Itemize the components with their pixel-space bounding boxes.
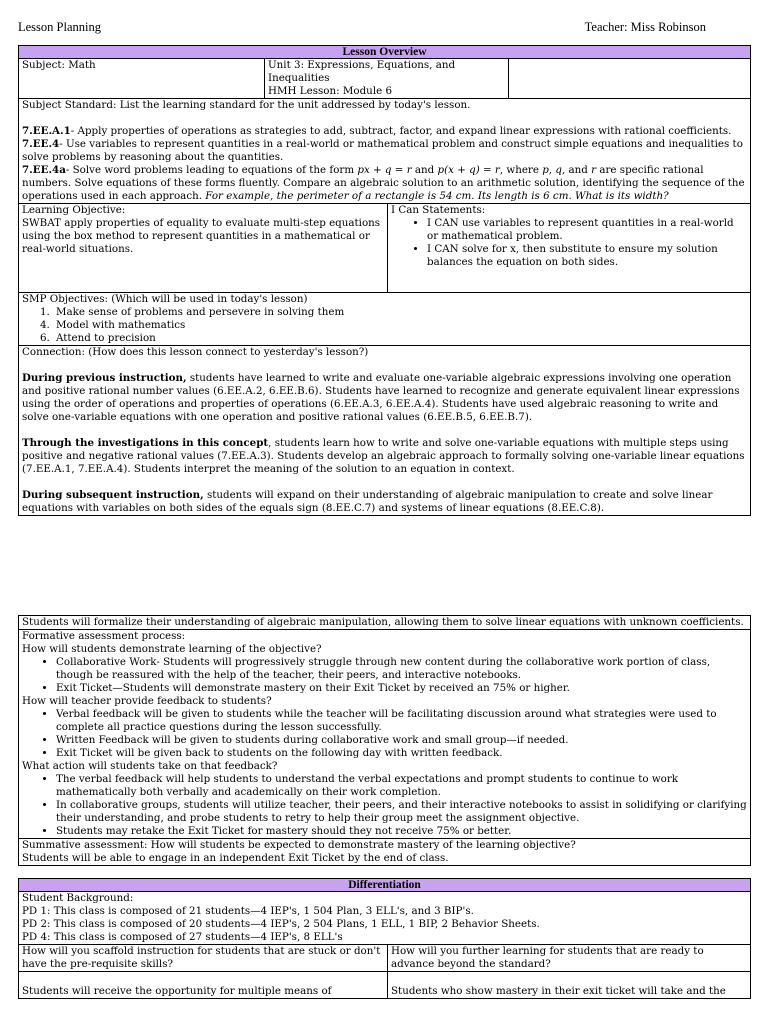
formative-item: • Verbal feedback will be given to students while the teacher will be facilitating discussion around what strategies were used to complete all practice questions during the lesson successfully. — [56, 708, 747, 734]
smp-text: Make sense of problems and persevere in solving them — [56, 306, 345, 318]
smp-text: Model with mathematics — [56, 319, 186, 331]
formalize-text: Students will formalize their understanding of algebraic manipulation, allowing them to solve linear equations with unknown coefficients. — [22, 616, 744, 628]
formalize-cell — [19, 616, 751, 630]
scaffold-question: How will you scaffold instruction for students that are stuck or don't have the pre-requisite skills? — [22, 945, 381, 970]
further-answer: Students who show mastery in their exit ticket will take and the — [391, 985, 726, 997]
equation-text: px + q = r — [357, 164, 412, 176]
standard-text: and — [411, 164, 438, 176]
connection-lead: During subsequent instruction, — [22, 489, 204, 501]
connection-text: students have learned to write and evaluate one-variable algebraic expressions involving one operation and positive rational number values (6.EE.A.2, 6.EE.B.6). Students have learned to recognize and generate equivalent linear expressions using the order of operations and properties of operations (6.EE.A.3, 6.EE.A.4). Students have used algebraic reasoning to write and solve one-variable equations with one operation and positive rational values (6.EE.B.5, 6.EE.B.7). — [22, 372, 740, 423]
standard-text: - Use variables to represent quantities in a real-world or mathematical problem and construct simple equations and inequalities to solve problems by reasoning about the quantities. — [22, 138, 743, 163]
period-info: PD 2: This class is composed of 20 students—4 IEP's, 2 504 Plans, 1 ELL, 1 BIP, 2 Behavior Sheets. — [22, 918, 540, 930]
standard-text: and — [565, 164, 592, 176]
standards-cell — [19, 99, 751, 204]
standard-text: , where — [499, 164, 543, 176]
i-can-item: • I CAN use variables to represent quantities in a real-world or mathematical problem. — [427, 217, 747, 243]
lesson-overview-header: Lesson Overview — [19, 46, 751, 59]
scaffold-answer-cell — [19, 972, 388, 999]
unit-text: Unit 3: Expressions, Equations, and Inequalities — [268, 59, 456, 84]
summative-label: Summative assessment: How will students be expected to demonstrate mastery of the learning objective? — [22, 839, 576, 851]
formative-question: How will teacher provide feedback to students? — [22, 695, 272, 707]
standard-item — [22, 164, 747, 203]
standard-text: - Solve word problems leading to equations of the form — [65, 164, 358, 176]
learning-objective-text: SWBAT apply properties of equality to evaluate multi-step equations using the box method to represent quantities in a mathematical or real-world situations. — [22, 217, 381, 255]
formative-label: Formative assessment process: — [22, 630, 186, 642]
period-info: PD 4: This class is composed of 27 students—4 IEP's, 8 ELL's — [22, 931, 343, 943]
connection-label: Connection: (How does this lesson connect to yesterday's lesson?) — [22, 346, 369, 358]
standard-code: 7.EE.4 — [22, 138, 60, 150]
hmh-lesson-text: HMH Lesson: Module 6 — [268, 85, 393, 97]
formative-question: How will students demonstrate learning of the objective? — [22, 643, 322, 655]
standard-code: 7.EE.A.1 — [22, 125, 71, 137]
formative-cell — [19, 630, 751, 839]
formative-list — [22, 708, 747, 760]
formative-item: • The verbal feedback will help students to understand the verbal expectations and prompt students to continue to work mathematically both verbally and academically on their work completion. — [56, 773, 747, 799]
formative-list — [22, 656, 747, 695]
teacher-name: Teacher: Miss Robinson — [584, 20, 706, 34]
formative-item: • Exit Ticket—Students will demonstrate mastery on their Exit Ticket by received an 75% or higher. — [56, 682, 747, 695]
smp-label: SMP Objectives: (Which will be used in today's lesson) — [22, 293, 308, 305]
smp-number: 6. — [40, 332, 50, 344]
learning-objective-label: Learning Objective: — [22, 204, 126, 216]
connection-paragraph — [22, 372, 747, 424]
formative-item: • In collaborative groups, students will utilize teacher, their peers, and their interactive notebooks to assist in solidifying or clarifying their understanding, and probe students to retry to help their group meet the assignment objective. — [56, 799, 747, 825]
student-background-cell — [19, 892, 751, 945]
document-title: Lesson Planning — [18, 20, 101, 34]
formative-question: What action will students take on that feedback? — [22, 760, 278, 772]
connection-paragraph — [22, 489, 747, 515]
connection-cell — [19, 346, 751, 516]
smp-number: 4. — [40, 319, 50, 331]
i-can-label: I Can Statements: — [391, 204, 486, 216]
i-can-item: • I CAN solve for x, then substitute to ensure my solution balances the equation on both sides. — [427, 243, 747, 269]
student-background-label: Student Background: — [22, 892, 134, 904]
scaffold-answer: Students will receive the opportunity for multiple means of — [22, 985, 332, 997]
summative-cell — [19, 839, 751, 866]
smp-item — [40, 332, 747, 345]
lesson-overview-table — [18, 45, 751, 516]
formative-list — [22, 773, 747, 838]
example-text: For example, the perimeter of a rectangle is 54 cm. Its length is 6 cm. What is its width? — [205, 190, 669, 202]
equation-text: p(x + q) = r — [437, 164, 500, 176]
variable-text: r — [591, 164, 597, 176]
standard-text: - Apply properties of operations as strategies to add, subtract, factor, and expand linear expressions with rational coefficients. — [70, 125, 732, 137]
formative-item: • Exit Ticket will be given back to students on the following day with written feedback. — [56, 747, 747, 760]
unit-cell — [265, 59, 509, 99]
variable-text: p, q, — [542, 164, 566, 176]
connection-lead: During previous instruction, — [22, 372, 187, 384]
further-answer-cell — [388, 972, 751, 999]
summative-text: Students will be able to engage in an independent Exit Ticket by the end of class. — [22, 852, 449, 864]
standard-text: are specific rational numbers. Solve equations of these forms fluently. Compare an algebraic solution to an arithmetic solution, identifying the sequence of the operations used in each approach. — [22, 164, 745, 202]
standard-item — [22, 125, 747, 138]
subject-cell — [19, 59, 265, 99]
smp-list — [22, 306, 747, 345]
smp-cell — [19, 293, 751, 346]
smp-number: 1. — [40, 306, 50, 318]
smp-item — [40, 319, 747, 332]
standard-code: 7.EE.4a — [22, 164, 66, 176]
smp-item — [40, 306, 747, 319]
connection-paragraph — [22, 437, 747, 476]
formative-item: • Collaborative Work- Students will progressively struggle through new content during the collaborative work portion of class, though be reassured with the help of the teacher, their peers, and interactive notebooks. — [56, 656, 747, 682]
period-info: PD 1: This class is composed of 21 students—4 IEP's, 1 504 Plan, 3 ELL's, and 3 BIP's. — [22, 905, 474, 917]
formative-item: • Students may retake the Exit Ticket for mastery should they not receive 75% or better. — [56, 825, 747, 838]
table-spacer — [19, 866, 751, 879]
formative-item: • Written Feedback will be given to students during collaborative work and small group—if needed. — [56, 734, 747, 747]
assessment-table — [18, 615, 751, 999]
connection-text: students will expand on their understanding of algebraic manipulation to create and solve linear equations with variables on both sides of the equals sign (8.EE.C.7) and systems of linear equations (8.EE.C.8). — [22, 489, 713, 514]
further-cell — [388, 945, 751, 972]
scaffold-cell — [19, 945, 388, 972]
further-question: How will you further learning for students that are ready to advance beyond the standard? — [391, 945, 704, 970]
differentiation-header: Differentiation — [19, 879, 751, 892]
connection-text: , students learn how to write and solve one-variable equations with multiple steps using positive and negative rational values (7.EE.A.3). Students develop an algebraic approach to formally solving one-variable linear equations (7.EE.A.1, 7.EE.A.4). Students interpret the meaning of the solution to an equation in context. — [22, 437, 745, 475]
learning-objective-cell — [19, 204, 388, 293]
smp-text: Attend to precision — [56, 332, 156, 344]
subject-text: Subject: Math — [22, 59, 96, 71]
empty-cell — [509, 59, 751, 99]
connection-lead: Through the investigations in this concept — [22, 437, 269, 449]
standard-item — [22, 138, 747, 164]
standard-intro: Subject Standard: List the learning standard for the unit addressed by today's lesson. — [22, 99, 471, 111]
i-can-cell — [388, 204, 751, 293]
i-can-list — [391, 217, 747, 269]
